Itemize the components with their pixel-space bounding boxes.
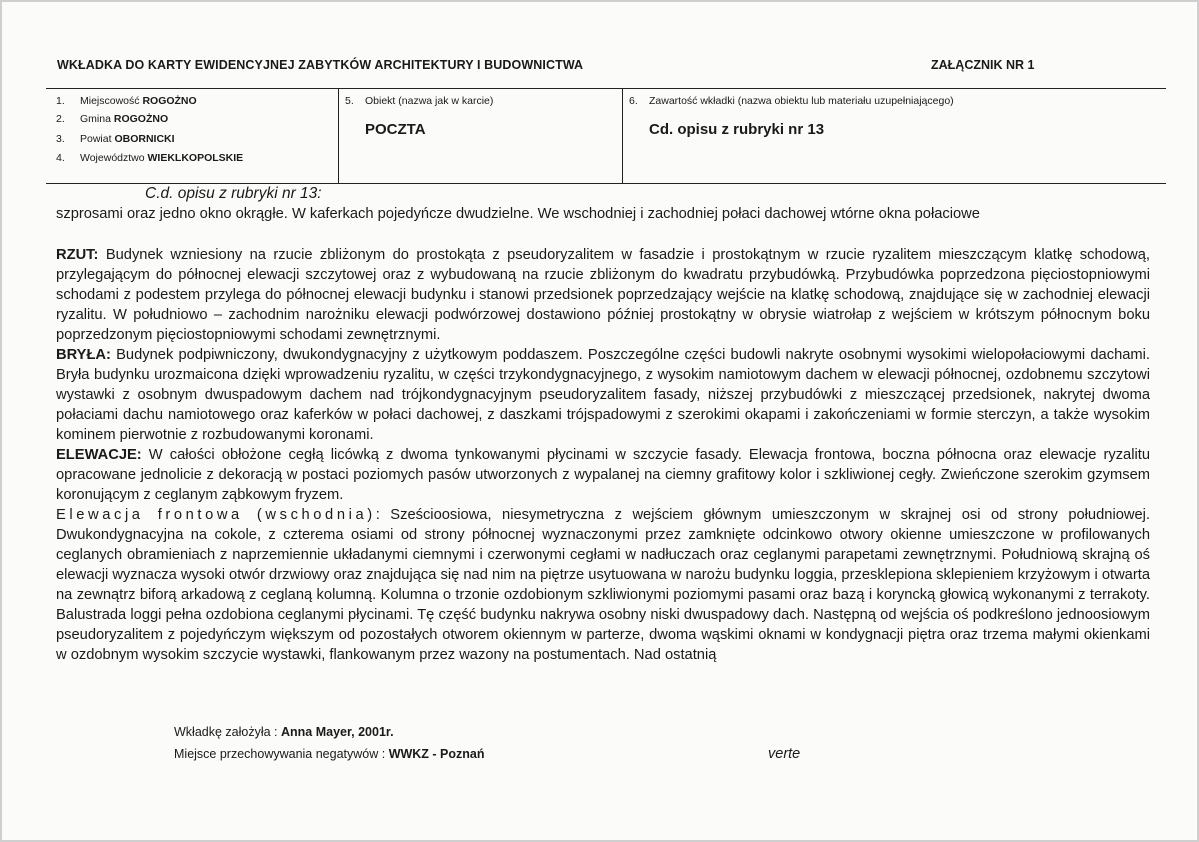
locality-value: ROGOŻNO (142, 95, 197, 107)
content-column (622, 89, 1167, 183)
voivodeship-value: WIEKLKOPOLSKIE (147, 152, 244, 164)
form-title: WKŁADKA DO KARTY EWIDENCYJNEJ ZABYTKÓW ARCHITEKTURY I BUDOWNICTWA (57, 58, 584, 72)
content-value: Cd. opisu z rubryki nr 13 (649, 121, 825, 138)
content-label: 6. Zawartość wkładki (nazwa obiektu lub materiału uzupełniającego) (629, 95, 954, 107)
rzut-paragraph: RZUT: Budynek wzniesiony na rzucie zbliżonym do prostokąta z pseudoryzalitem w fasadzie i prostokątnym w rzucie ryzalitem mieszczącym klatkę schodową, przylegającym do północnej elewacji szczytowej oraz z wybudowaną na rzucie zbliżonym do kwadratu przybudówką. Przybudówka poprzedzona pięciostopniowymi schodami z podestem przylega do północnej elewacji budynku i stanowi przedsionek poprzedzający wejście na klatkę schodową, znajdujące się w zachodniej elewacji ryzalitu. W południowo – zachodnim narożniku elewacji podwórzowej dostawiono później prostokątny w obrysie wiatrołap z wejściem w krótszym północnym boku poprzedzonym pięciostopniowymi schodami zewnętrznymi. (56, 247, 1150, 343)
location-column (46, 89, 338, 183)
object-value: POCZTA (365, 121, 426, 138)
object-column (338, 89, 623, 183)
author-line: Wkładkę założyła : Anna Mayer, 2001r. (174, 725, 394, 739)
field-county: 3. Powiat OBORNICKI (56, 133, 175, 145)
front-elevation-paragraph: Elewacja frontowa (wschodnia): Sześcioosiowa, niesymetryczna z wejściem głównym umieszczonym w skrajnej osi od strony południowej. Dwukondygnacyjna na cokole, z czterema osiami od strony północnej wyznaczonymi przez zamknięte odcinkowo otwory okienne umieszczone w profilowanych ceglanych obramieniach z naprzemiennie układanymi ciemnymi i czerwonymi cegłami w nadłuczach oraz ceglanymi parapetami zewnętrznymi. Południową skrajną oś elewacji wyznacza wysoki otwór drzwiowy oraz znajdująca się nad nim na piętrze usytuowana w narożu budynku loggia, przesklepiona sklepieniem krzyżowym i otwarta na zewnątrz biforą arkadową z ceglaną kolumną. Kolumna o trzonie ozdobionym szkliwionymi poziomymi pasami oraz bazą i koryncką głowicą wykonanymi z terrakoty. Balustrada loggi pełna ozdobiona ceglanymi płycinami. Tę część budynku nakrywa osobny niski dwuspadowy dach. Następną od wejścia oś podkreślono jednoosiowym pseudoryzalitem z pojedyńczym większym od pozostałych otworem okiennym w parterze, dwoma wąskimi oknami w kondygnacji piętra oraz trzema małymi okienkami w ozdobnym wysokim szczycie wystawki, flankowanym przez wazony na postumentach. Nad ostatnią (56, 507, 1150, 663)
front-elevation-heading: Elewacja frontowa (wschodnia) (56, 507, 376, 523)
elewacje-heading: ELEWACJE: (56, 447, 142, 463)
author-value: Anna Mayer, 2001r. (280, 725, 394, 739)
storage-value: WWKZ - Poznań (388, 747, 485, 761)
bryla-heading: BRYŁA: (56, 347, 111, 363)
elewacje-paragraph: ELEWACJE: W całości obłożone cegłą licówką z dwoma tynkowanymi płycinami w szczycie fasady. Elewacja frontowa, boczna północna oraz elewacje ryzalitu opracowane jednolicie z dekoracją w postaci poziomych pasów utworzonych z wypalanej na ciemny grafitowy kolor i szkliwionej cegły. Zwieńczone szerokim gzymsem koronującym z ceglanym ząbkowym fryzem. (56, 447, 1150, 503)
verte-note: verte (768, 746, 801, 762)
commune-value: ROGOŻNO (113, 113, 169, 125)
first-line: szprosami oraz jedno okno okrągłe. W kaferkach pojedyńcze dwudzielne. We wschodniej i zachodniej połaci dachowej wtórne okna połaciowe (56, 206, 980, 222)
annex-number: ZAŁĄCZNIK NR 1 (931, 58, 1035, 72)
identification-box (46, 88, 1166, 184)
storage-line: Miejsce przechowywania negatywów : WWKZ - Poznań (174, 747, 485, 761)
bryla-paragraph: BRYŁA: Budynek podpiwniczony, dwukondygnacyjny z użytkowym poddaszem. Poszczególne części budowli nakryte osobnymi wysokimi wielopołaciowymi dachami. Bryła budynku urozmaicona dzięki wprowadzeniu ryzalitu, w części trzykondygnacyjnego, z wysokim namiotowym dachem w elewacji północnej, ozdobnemu szczytowi wystawki z osobnym dwuspadowym dachem nad trójkondygnacyjnym pseudoryzalitem fasady, niższej przybudówki z mieszczącej przedsionek, nakrytej dwoma połaciami dachu namiotowego oraz kaferków w połaci dachowej, z daszkami trójspadowymi z szerokimi okapami i zakończeniami w formie sterczyn, a także wysokim kominem pierwotnie z rozbudowanymi koronami. (56, 347, 1150, 443)
rzut-heading: RZUT: (56, 247, 99, 263)
field-locality: 1. Miejscowość ROGOŻNO (56, 95, 197, 107)
field-voivodeship: 4. Województwo WIEKLKOPOLSKIE (56, 152, 244, 164)
object-label: 5. Obiekt (nazwa jak w karcie) (345, 95, 494, 107)
description-body (56, 204, 1150, 665)
county-value: OBORNICKI (114, 133, 175, 145)
field-commune: 2. Gmina ROGOŻNO (56, 113, 169, 125)
continuation-label: C.d. opisu z rubryki nr 13: (145, 185, 322, 202)
